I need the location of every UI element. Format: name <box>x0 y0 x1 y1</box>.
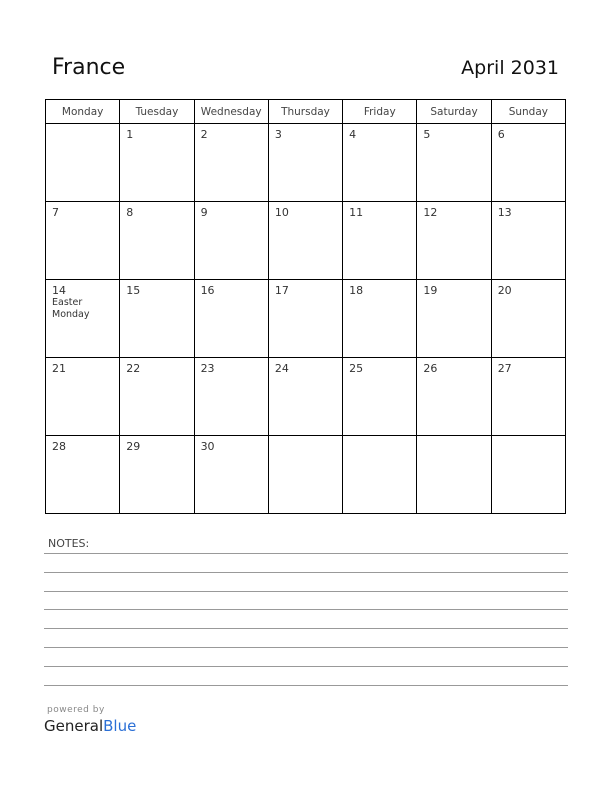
calendar-day-cell <box>194 358 268 436</box>
day-number <box>343 436 416 440</box>
generalblue-logo <box>44 717 136 735</box>
calendar-day-cell <box>194 202 268 280</box>
day-number: 15 <box>126 284 141 297</box>
holiday-label: Easter Monday <box>52 297 90 320</box>
brand-name-first: General <box>44 717 104 735</box>
day-number: 8 <box>126 206 134 219</box>
day-number <box>269 436 342 440</box>
day-number: 10 <box>274 206 289 219</box>
calendar-day-cell <box>417 124 491 202</box>
calendar-day-cell <box>46 124 120 202</box>
day-number <box>492 436 565 440</box>
weekday-header: Wednesday <box>194 100 268 124</box>
day-number: 1 <box>126 128 134 141</box>
calendar-day-cell <box>46 202 120 280</box>
calendar-day-cell <box>491 124 565 202</box>
day-number: 24 <box>274 362 289 375</box>
notes-line <box>44 572 568 573</box>
day-number: 27 <box>497 362 512 375</box>
day-number: 17 <box>274 284 289 297</box>
calendar-day-cell <box>194 280 268 358</box>
calendar-day-cell <box>491 280 565 358</box>
day-number: 9 <box>200 206 208 219</box>
brand-name-second: Blue <box>103 717 137 735</box>
day-number: 6 <box>497 128 505 141</box>
calendar-day-cell <box>343 202 417 280</box>
weekday-header: Thursday <box>268 100 342 124</box>
day-number: 18 <box>349 284 364 297</box>
day-number: 26 <box>423 362 438 375</box>
calendar-day-cell <box>343 358 417 436</box>
day-number: 22 <box>126 362 141 375</box>
day-number: 29 <box>126 440 141 453</box>
calendar-day-cell <box>268 436 342 514</box>
calendar-day-cell <box>120 124 194 202</box>
calendar-day-cell <box>120 436 194 514</box>
calendar-day-cell <box>120 280 194 358</box>
calendar-day-cell <box>268 280 342 358</box>
calendar-week-row <box>46 202 566 280</box>
notes-line <box>44 591 568 592</box>
calendar-day-cell <box>46 436 120 514</box>
calendar-day-cell <box>120 358 194 436</box>
day-number: 4 <box>349 128 357 141</box>
calendar-day-cell <box>491 202 565 280</box>
day-number: 16 <box>200 284 215 297</box>
calendar-day-cell <box>491 436 565 514</box>
calendar-day-cell <box>194 436 268 514</box>
day-number: 19 <box>423 284 438 297</box>
notes-line <box>44 647 568 648</box>
calendar-day-cell <box>268 202 342 280</box>
powered-by-text: powered by <box>47 705 105 715</box>
calendar-day-cell <box>417 280 491 358</box>
calendar-day-cell <box>120 202 194 280</box>
calendar-day-cell <box>491 358 565 436</box>
day-number: 25 <box>349 362 364 375</box>
notes-label: NOTES: <box>48 537 90 550</box>
day-number: 20 <box>497 284 512 297</box>
day-number: 28 <box>52 440 66 453</box>
day-number: 5 <box>423 128 431 141</box>
weekday-header: Monday <box>46 100 120 124</box>
notes-line <box>44 553 568 554</box>
calendar-day-cell <box>46 358 120 436</box>
calendar-day-cell <box>417 436 491 514</box>
day-number: 13 <box>497 206 512 219</box>
calendar-day-cell <box>417 202 491 280</box>
day-number <box>46 124 119 128</box>
calendar-day-cell <box>417 358 491 436</box>
weekday-header: Friday <box>343 100 417 124</box>
notes-line <box>44 628 568 629</box>
calendar-day-cell <box>46 280 120 358</box>
day-number: 14 <box>52 284 66 297</box>
weekday-header-row <box>46 100 566 124</box>
calendar-day-cell <box>194 124 268 202</box>
weekday-header: Tuesday <box>120 100 194 124</box>
day-number: 21 <box>52 362 66 375</box>
notes-line <box>44 609 568 610</box>
calendar-week-row <box>46 436 566 514</box>
calendar-month-title: April 2031 <box>461 57 559 79</box>
calendar-day-cell <box>343 280 417 358</box>
calendar-day-cell <box>343 124 417 202</box>
day-number: 12 <box>423 206 438 219</box>
calendar-country-title: France <box>52 55 126 80</box>
notes-line <box>44 685 568 686</box>
calendar-day-cell <box>268 358 342 436</box>
calendar-day-cell <box>343 436 417 514</box>
calendar-grid <box>45 99 566 514</box>
weekday-header: Sunday <box>491 100 565 124</box>
day-number: 2 <box>200 128 208 141</box>
day-number: 30 <box>200 440 215 453</box>
calendar-week-row <box>46 358 566 436</box>
day-number <box>417 436 490 440</box>
weekday-header: Saturday <box>417 100 491 124</box>
day-number: 11 <box>349 206 364 219</box>
calendar-week-row <box>46 124 566 202</box>
calendar-day-cell <box>268 124 342 202</box>
day-number: 23 <box>200 362 215 375</box>
notes-line <box>44 666 568 667</box>
day-number: 3 <box>274 128 282 141</box>
day-number: 7 <box>52 206 59 219</box>
calendar-week-row <box>46 280 566 358</box>
